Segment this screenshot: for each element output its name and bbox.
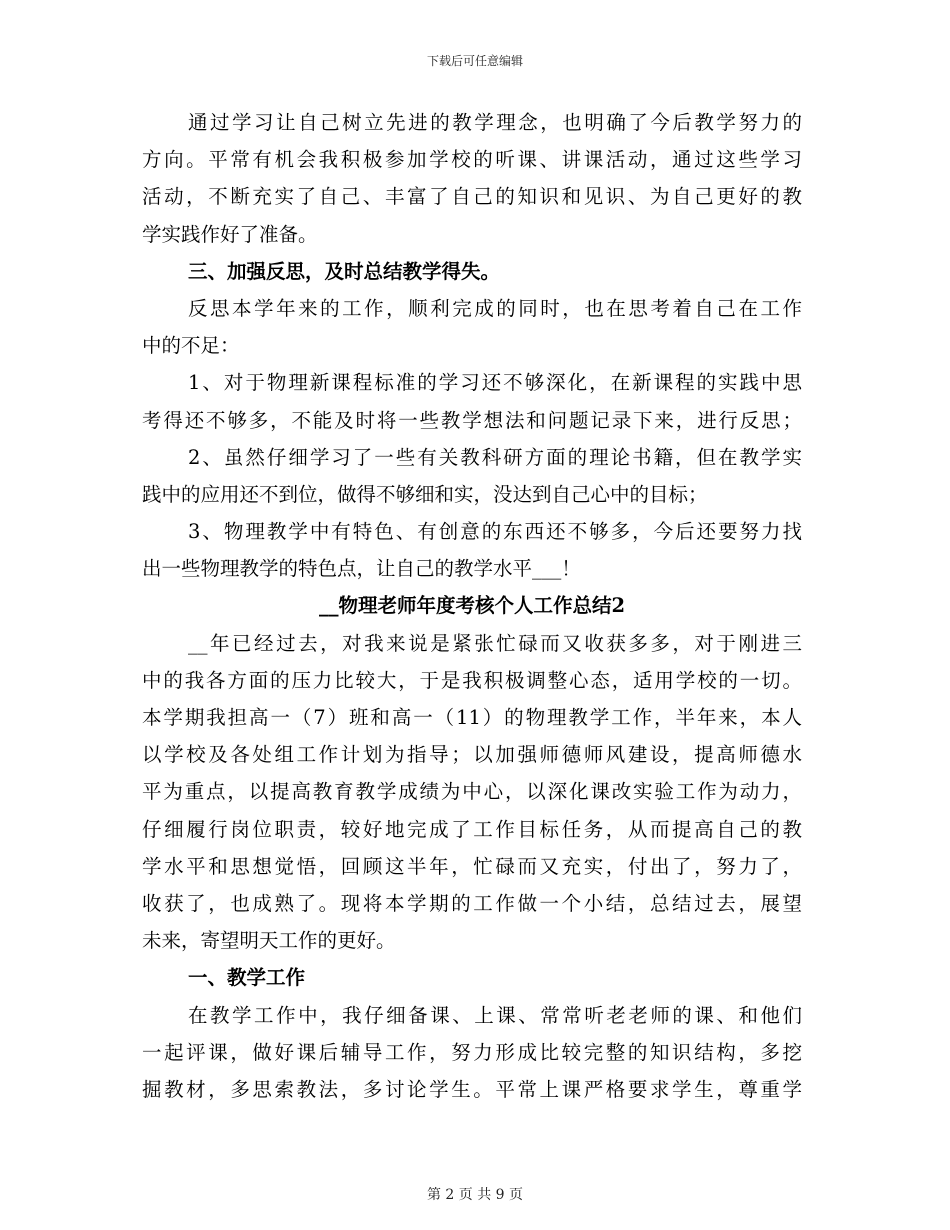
text-line: 方向。平常有机会我积极参加学校的听课、讲课活动，通过这些学习: [142, 148, 802, 172]
section-heading: 一、教学工作: [188, 966, 306, 990]
section-heading: 三、加强反思，及时总结教学得失。: [188, 259, 501, 283]
text-line: 在教学工作中，我仔细备课、上课、常常听老老师的课、和他们: [188, 1003, 802, 1027]
text-line: 践中的应用还不到位，做得不够细和实，没达到自己心中的目标；: [142, 482, 708, 506]
text-line: 中的我各方面的压力比较大，于是我积极调整心态，适用学校的一切。: [142, 668, 802, 692]
text-line: 本学期我担高一（7）班和高一（11）的物理教学工作，半年来，本人: [142, 706, 802, 729]
section-heading: __物理老师年度考核个人工作总结2: [318, 594, 626, 618]
text-line: 出一些物理教学的特色点，让自己的教学水平___！: [142, 557, 581, 581]
text-line: 平为重点，以提高教育教学成绩为中心，以深化课改实验工作为动力，: [142, 780, 802, 804]
text-line: __年已经过去，对我来说是紧张忙碌而又收获多多，对于刚进三: [188, 631, 802, 655]
document-body: [142, 104, 802, 1108]
page-footer: 第 2 页 共 9 页: [426, 1187, 524, 1203]
text-line: 活动，不断充实了自己、丰富了自己的知识和见识、为自己更好的教: [142, 185, 802, 209]
text-line: 未来，寄望明天工作的更好。: [142, 929, 396, 953]
text-line: 1、对于物理新课程标准的学习还不够深化，在新课程的实践中思: [188, 371, 802, 395]
text-line: 考得还不够多，不能及时将一些教学想法和问题记录下来，进行反思；: [142, 408, 802, 432]
text-line: 中的不足：: [142, 334, 240, 358]
text-line: 反思本学年来的工作，顺利完成的同时，也在思考着自己在工作: [188, 296, 802, 320]
page-header: 下载后可任意编辑: [426, 54, 523, 68]
text-line: 3、物理教学中有特色、有创意的东西还不够多，今后还要努力找: [188, 520, 802, 544]
text-line: 通过学习让自己树立先进的教学理念，也明确了今后教学努力的: [188, 111, 802, 134]
text-line: 一起评课，做好课后辅导工作，努力形成比较完整的知识结构，多挖: [142, 1040, 802, 1064]
text-line: 仔细履行岗位职责，较好地完成了工作目标任务，从而提高自己的教: [142, 817, 802, 841]
text-line: 以学校及各处组工作计划为指导；以加强师德师风建设，提高师德水: [142, 743, 802, 767]
text-line: 学实践作好了准备。: [142, 222, 318, 246]
text-line: 2、虽然仔细学习了一些有关教科研方面的理论书籍，但在教学实: [188, 445, 802, 469]
text-line: 学水平和思想觉悟，回顾这半年，忙碌而又充实，付出了，努力了，: [142, 854, 802, 878]
text-line: 掘教材，多思索教法，多讨论学生。平常上课严格要求学生，尊重学: [142, 1077, 802, 1101]
text-line: 收获了，也成熟了。现将本学期的工作做一个小结，总结过去，展望: [142, 891, 802, 915]
